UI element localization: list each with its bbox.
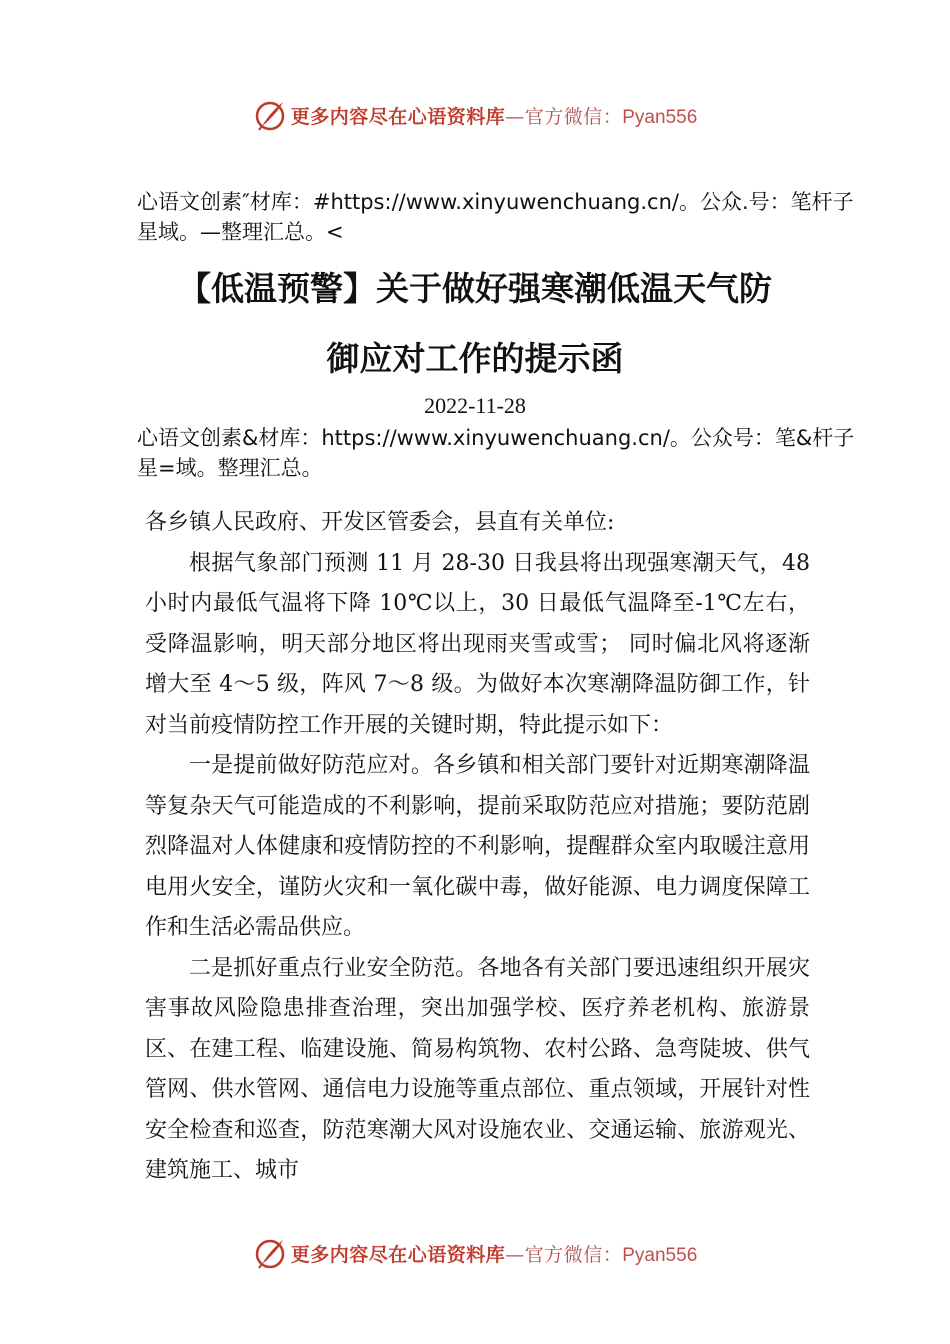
footer-banner	[0, 1233, 950, 1273]
banner-headline: 更多内容尽在心语资料库	[290, 1243, 506, 1266]
document-date: 2022-11-28	[424, 393, 526, 418]
banner-text	[291, 102, 698, 129]
quill-pen-logo-icon	[253, 98, 287, 132]
banner-wechat-id: Pyan556	[622, 1244, 698, 1266]
document-title-line-2: 御应对工作的提示函	[326, 339, 624, 378]
document-body	[145, 503, 810, 1192]
paragraph-forecast: 根据气象部门预测 11 月 28-30 日我县将出现强寒潮天气，48 小时内最低气温将下降 10℃以上，30 日最低气温降至-1℃左右，受降温影响，明天部分地区将出现雨夹雪或雪； 同时偏北风将逐渐增大至 4～5 级，阵风 7～8 级。为做好本次寒潮降温防御工作，针对当前疫情防控工作开展的关键时期，特此提示如下：	[145, 550, 810, 738]
banner-wechat-label: 官方微信：	[524, 105, 623, 128]
salutation: 各乡镇人民政府、开发区管委会，县直有关单位:	[145, 510, 615, 535]
header-banner	[0, 95, 950, 135]
banner-wechat-label: 官方微信：	[524, 1243, 623, 1266]
banner-dash: —	[505, 1243, 525, 1266]
banner-headline: 更多内容尽在心语资料库	[290, 105, 506, 128]
document-title-line-1: 【低温预警】关于做好强寒潮低温天气防	[178, 269, 772, 308]
quill-pen-logo-icon	[253, 1236, 287, 1270]
banner-wechat-id: Pyan556	[622, 106, 698, 128]
source-note-bottom: 心语文创素&材库：https://www.xinyuwenchuang.cn/。公众号：笔&杆子星=域。整理汇总。	[137, 426, 855, 480]
paragraph-prevention: 一是提前做好防范应对。各乡镇和相关部门要针对近期寒潮降温等复杂天气可能造成的不利影响，提前采取防范应对措施；要防范剧烈降温对人体健康和疫情防控的不利影响，提醒群众室内取暖注意用电用火安全，谨防火灾和一氧化碳中毒，做好能源、电力调度保障工作和生活必需品供应。	[145, 753, 810, 940]
banner-dash: —	[505, 105, 525, 128]
paragraph-key-industries: 二是抓好重点行业安全防范。各地各有关部门要迅速组织开展灾害事故风险隐患排查治理，突出加强学校、医疗养老机构、旅游景区、在建工程、临建设施、简易构筑物、农村公路、急弯陡坡、供气管网、供水管网、通信电力设施等重点部位、重点领域，开展针对性安全检查和巡查，防范寒潮大风对设施农业、交通运输、旅游观光、建筑施工、城市	[145, 955, 810, 1183]
banner-text	[291, 1240, 698, 1267]
source-note-top: 心语文创素″材库：#https://www.xinyuwenchuang.cn/。公众.号：笔杆子星域。—整理汇总。<	[137, 190, 854, 244]
